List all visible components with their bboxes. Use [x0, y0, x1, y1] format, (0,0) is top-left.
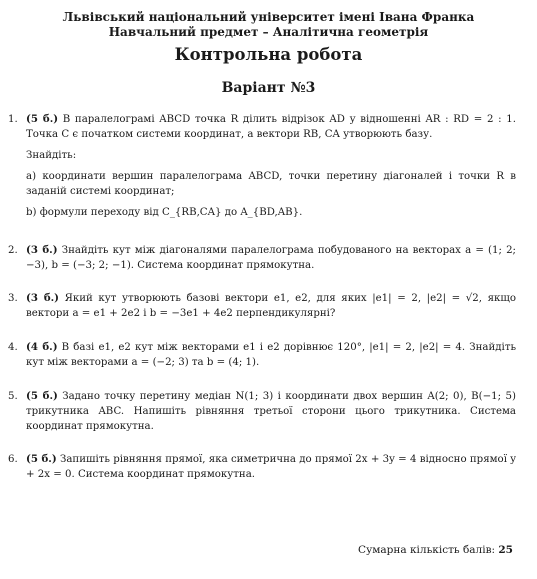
task-points: (4 б.) — [26, 341, 58, 353]
task-text: Який кут утворюють базові вектори e1, e2, для яких |e1| = 2, |e2| = √2, якщо вектори a = e1 + 2e2 і b = −3e1 + 4e2 перпендикулярні? — [26, 293, 516, 319]
task-number: 1. — [8, 114, 18, 125]
task-2 — [8, 243, 516, 273]
task-5 — [8, 389, 516, 434]
task-text: В паралелограмі ABCD точка R ділить відрізок AD у відношенні AR : RD = 2 : 1. Точка C є початком системи координат, а вектори RB, CA утворюють базу. — [26, 114, 516, 140]
task-4 — [8, 340, 516, 370]
task-part-b: b) формули переходу від C_{RB,CA} до A_{BD,AB}. — [26, 207, 303, 218]
task-number: 5. — [8, 391, 18, 402]
page-title: Контрольна робота — [174, 45, 363, 64]
task-text: В базі e1, e2 кут між векторами e1 і e2 дорівнює 120°, |e1| = 2, |e2| = 4. Знайдіть кут між векторами a = (−2; 3) та b = (4; 1). — [26, 342, 516, 368]
task-part-a: a) координати вершин паралелограма ABCD, точки перетину діагоналей і точки R в заданій системі координат; — [26, 171, 516, 197]
task-6 — [8, 452, 516, 482]
task-number: 6. — [8, 454, 18, 465]
subject-name: Навчальний предмет – Аналітична геометрія — [108, 25, 429, 39]
total-points-value: 25 — [498, 544, 513, 556]
task-text: Знайдіть кут між діагоналями паралелограма побудованого на векторах a = (1; 2; −3), b = (−3; 2; −1). Система координат прямокутна. — [26, 245, 516, 271]
task-text: Задано точку перетину медіан N(1; 3) і координати двох вершин A(2; 0), B(−1; 5) трикутника ABC. Напишіть рівняння третьої сторони цього трикутника. Система координат прямокутна. — [26, 391, 516, 432]
task-points: (5 б.) — [26, 453, 57, 465]
task-points: (3 б.) — [26, 244, 58, 256]
task-1 — [8, 112, 516, 220]
task-3 — [8, 291, 516, 321]
task-number: 3. — [8, 293, 18, 304]
task-points: (5 б.) — [26, 113, 59, 125]
task-number: 4. — [8, 342, 18, 353]
variant-label: Варіант №3 — [221, 80, 316, 96]
total-points-label: Сумарна кількість балів: — [358, 544, 496, 556]
task-text: Запишіть рівняння прямої, яка симетрична до прямої 2x + 3y = 4 відносно прямої y + 2x = 0. Система координат прямокутна. — [26, 454, 516, 480]
task-find-label: Знайдіть: — [26, 150, 77, 161]
university-name: Львівський національний університет імені Івана Франка — [62, 10, 475, 24]
task-points: (3 б.) — [26, 292, 59, 304]
task-number: 2. — [8, 245, 18, 256]
task-points: (5 б.) — [26, 390, 58, 402]
total-points — [358, 544, 513, 556]
